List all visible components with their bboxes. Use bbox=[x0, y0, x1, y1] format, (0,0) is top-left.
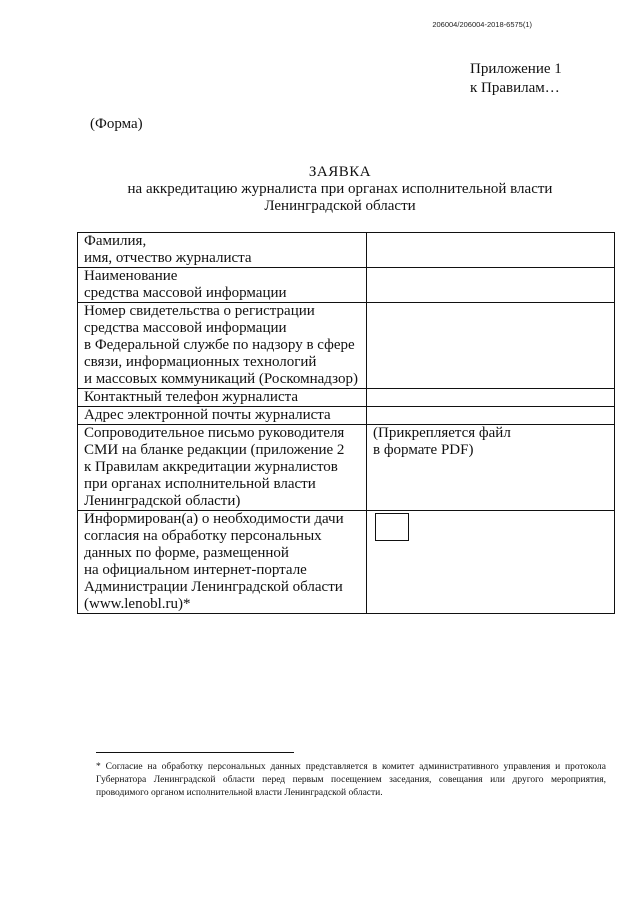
label-line: Фамилия, bbox=[84, 233, 147, 249]
form-label-contact-phone bbox=[78, 389, 367, 407]
label-line: данных по форме, размещенной bbox=[84, 545, 289, 561]
form-row-email bbox=[78, 407, 615, 425]
label-line: и массовых коммуникаций (Роскомнадзор) bbox=[84, 371, 358, 387]
label-line: на официальном интернет-портале bbox=[84, 562, 307, 578]
form-label-email bbox=[78, 407, 367, 425]
title-line-3: Ленинградской области bbox=[264, 198, 416, 214]
label-line: Информирован(а) о необходимости дачи bbox=[84, 511, 344, 527]
form-label: (Форма) bbox=[90, 116, 143, 132]
appendix-line-2: к Правилам… bbox=[470, 80, 560, 96]
label-line: (www.lenobl.ru)* bbox=[84, 596, 191, 612]
form-row-cover-letter bbox=[78, 425, 615, 511]
label-line: согласия на обработку персональных bbox=[84, 528, 322, 544]
label-line: средства массовой информации bbox=[84, 320, 287, 336]
form-value-consent bbox=[367, 511, 615, 614]
label-line: при органах исполнительной власти bbox=[84, 476, 316, 492]
form-label-consent bbox=[78, 511, 367, 614]
appendix-header bbox=[470, 60, 562, 98]
form-value-media-name[interactable] bbox=[367, 268, 615, 303]
form-label-full-name bbox=[78, 233, 367, 268]
label-line: в Федеральной службе по надзору в сфере bbox=[84, 337, 355, 353]
form-value-email[interactable] bbox=[367, 407, 615, 425]
label-line: Ленинградской области) bbox=[84, 493, 241, 509]
form-row-consent bbox=[78, 511, 615, 614]
form-value-full-name[interactable] bbox=[367, 233, 615, 268]
label-line: Номер свидетельства о регистрации bbox=[84, 303, 315, 319]
label-line: связи, информационных технологий bbox=[84, 354, 317, 370]
value-note-line: (Прикрепляется файл bbox=[373, 425, 511, 441]
consent-checkbox[interactable] bbox=[375, 513, 409, 541]
form-label-media-name bbox=[78, 268, 367, 303]
label-line: средства массовой информации bbox=[84, 285, 287, 301]
form-row-registration-number bbox=[78, 303, 615, 389]
value-note-line: в формате PDF) bbox=[373, 442, 474, 458]
document-id: 206004/206004-2018-6575(1) bbox=[432, 20, 532, 29]
label-line: имя, отчество журналиста bbox=[84, 250, 252, 266]
label-line: Наименование bbox=[84, 268, 178, 284]
label-line: Сопроводительное письмо руководителя bbox=[84, 425, 345, 441]
label-line: Контактный телефон журналиста bbox=[84, 389, 298, 405]
label-line: Адрес электронной почты журналиста bbox=[84, 407, 331, 423]
form-value-contact-phone[interactable] bbox=[367, 389, 615, 407]
form-row-full-name bbox=[78, 233, 615, 268]
footnote: * Согласие на обработку персональных данных представляется в комитет административного управления и протокола Губернатора Ленинградской области перед первым посещением заседания, совещания или другого мероприятия, проводимого органом исполнительной власти Ленинградской области. bbox=[96, 762, 606, 798]
form-row-media-name bbox=[78, 268, 615, 303]
appendix-line-1: Приложение 1 bbox=[470, 61, 562, 77]
label-line: Администрации Ленинградской области bbox=[84, 579, 343, 595]
application-form-table bbox=[77, 232, 615, 614]
form-value-cover-letter[interactable] bbox=[367, 425, 615, 511]
label-line: СМИ на бланке редакции (приложение 2 bbox=[84, 442, 345, 458]
title-line-2: на аккредитацию журналиста при органах исполнительной власти bbox=[127, 181, 553, 197]
form-row-contact-phone bbox=[78, 389, 615, 407]
document-title bbox=[100, 164, 580, 215]
footnote-divider bbox=[96, 752, 294, 753]
title-main: ЗАЯВКА bbox=[308, 164, 372, 180]
label-line: к Правилам аккредитации журналистов bbox=[84, 459, 338, 475]
form-value-registration-number[interactable] bbox=[367, 303, 615, 389]
form-label-cover-letter bbox=[78, 425, 367, 511]
form-label-registration-number bbox=[78, 303, 367, 389]
